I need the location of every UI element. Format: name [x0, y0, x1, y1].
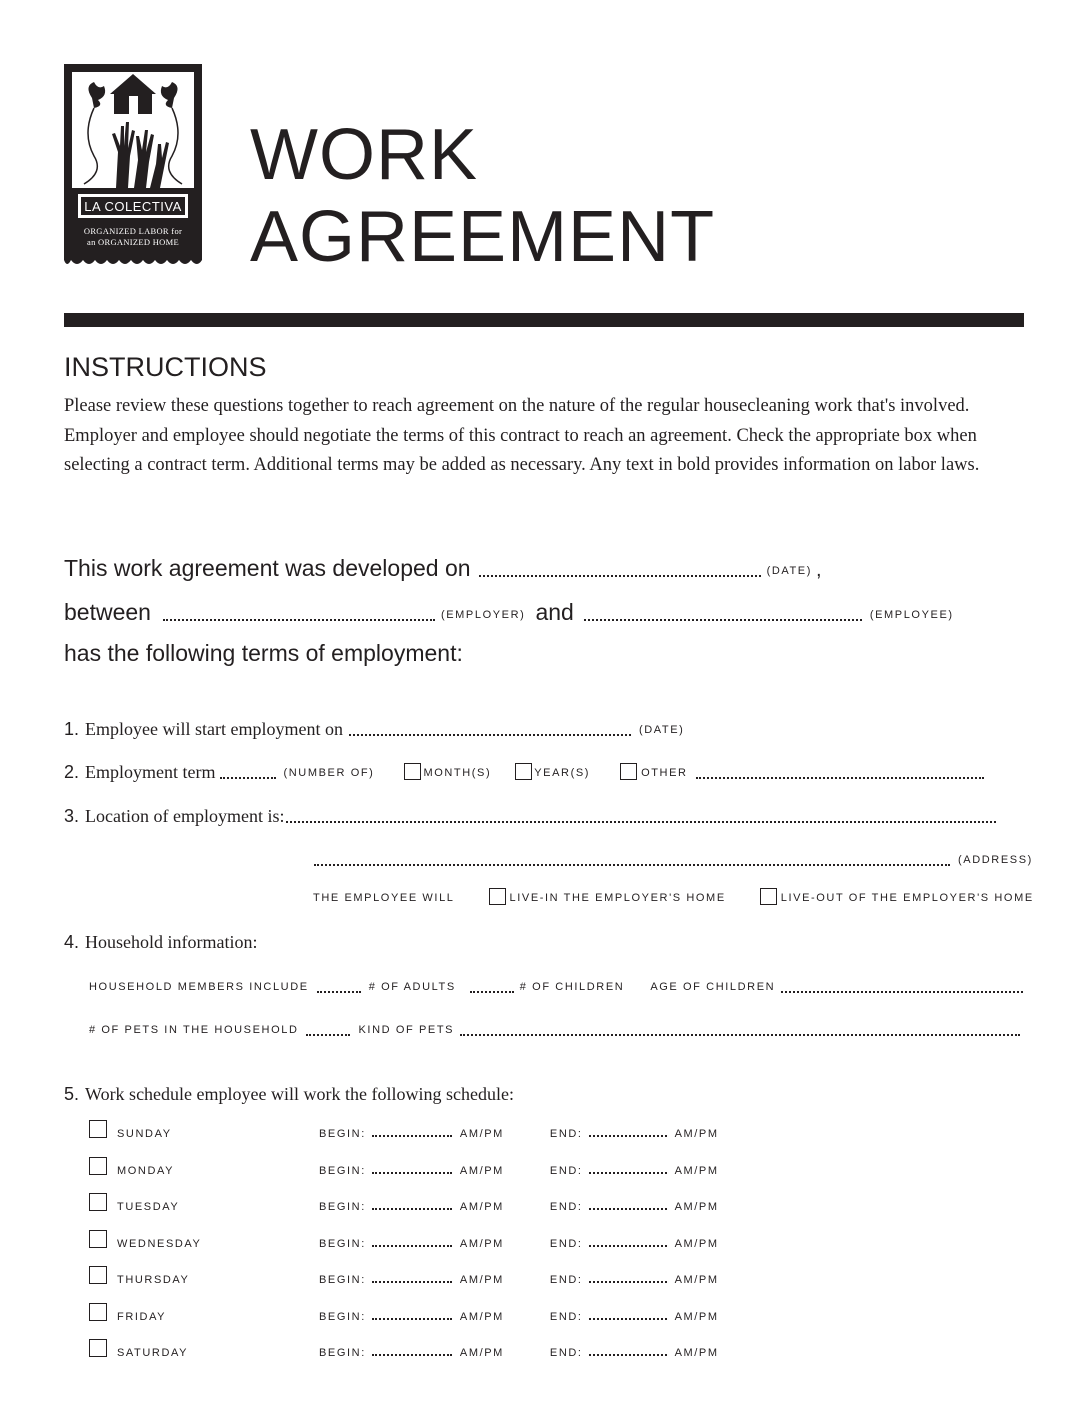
instructions-heading: INSTRUCTIONS	[64, 352, 267, 382]
pets-count-field[interactable]	[306, 1020, 350, 1036]
employer-field[interactable]	[163, 605, 435, 621]
kind-of-pets-label: KIND OF PETS	[358, 1024, 455, 1036]
comma: ,	[816, 559, 822, 581]
item-3	[64, 803, 996, 827]
begin-ampm-label: AM/PM	[459, 1311, 504, 1323]
children-label: # OF CHILDREN	[519, 981, 625, 993]
begin-label: BEGIN:	[319, 1274, 366, 1286]
item-4-text: Household information:	[85, 932, 258, 952]
begin-time-field[interactable]	[372, 1121, 452, 1137]
end-label: END:	[549, 1274, 583, 1286]
end-label: END:	[549, 1311, 583, 1323]
begin-time-field[interactable]	[372, 1304, 452, 1320]
end-time-field[interactable]	[589, 1158, 667, 1174]
item-2-number: 2.	[64, 762, 80, 782]
day-checkbox[interactable]	[89, 1230, 107, 1248]
end-ampm-label: AM/PM	[674, 1347, 719, 1359]
schedule-row	[117, 1303, 719, 1323]
employee-label: (EMPLOYEE)	[869, 609, 954, 621]
begin-label: BEGIN:	[319, 1238, 366, 1250]
start-date-field[interactable]	[349, 720, 631, 736]
children-count-field[interactable]	[470, 977, 514, 993]
pets-row	[89, 1018, 1020, 1040]
intro-line-2	[64, 594, 954, 626]
day-label: TUESDAY	[117, 1201, 180, 1213]
end-time-field[interactable]	[589, 1231, 667, 1247]
begin-ampm-label: AM/PM	[459, 1274, 504, 1286]
day-checkbox[interactable]	[89, 1157, 107, 1175]
end-ampm-label: AM/PM	[674, 1165, 719, 1177]
schedule-row	[117, 1193, 719, 1213]
adults-label: # OF ADULTS	[368, 981, 456, 993]
between-label: between	[64, 599, 151, 625]
schedule-row	[117, 1157, 719, 1177]
location-field[interactable]	[286, 807, 996, 823]
end-label: END:	[549, 1165, 583, 1177]
schedule-row	[117, 1120, 719, 1140]
begin-time-field[interactable]	[372, 1158, 452, 1174]
live-out-label: LIVE-OUT OF THE EMPLOYER'S HOME	[780, 892, 1034, 904]
begin-time-field[interactable]	[372, 1231, 452, 1247]
agreement-date-field[interactable]	[479, 561, 761, 577]
month-label: MONTH(S)	[423, 767, 492, 779]
day-label: THURSDAY	[117, 1274, 190, 1286]
other-checkbox[interactable]	[620, 763, 637, 780]
title-line-1: WORK	[250, 115, 478, 195]
household-members-label: HOUSEHOLD MEMBERS INCLUDE	[89, 981, 309, 993]
end-ampm-label: AM/PM	[674, 1274, 719, 1286]
item-2	[64, 759, 984, 783]
item-4	[64, 929, 258, 953]
pets-count-label: # OF PETS IN THE HOUSEHOLD	[89, 1024, 299, 1036]
end-label: END:	[549, 1201, 583, 1213]
item-2-text: Employment term	[85, 762, 216, 782]
end-label: END:	[549, 1238, 583, 1250]
begin-ampm-label: AM/PM	[459, 1201, 504, 1213]
adults-count-field[interactable]	[317, 977, 361, 993]
month-checkbox[interactable]	[404, 763, 421, 780]
day-checkbox[interactable]	[89, 1339, 107, 1357]
item-5-text: Work schedule employee will work the following schedule:	[85, 1084, 514, 1104]
other-term-field[interactable]	[696, 763, 984, 779]
schedule-row	[117, 1230, 719, 1250]
item-1-text: Employee will start employment on	[85, 719, 343, 739]
day-checkbox[interactable]	[89, 1303, 107, 1321]
household-members-row	[89, 975, 1023, 997]
begin-label: BEGIN:	[319, 1311, 366, 1323]
date-label: (DATE)	[766, 565, 813, 577]
day-label: MONDAY	[117, 1165, 175, 1177]
logo-tagline-2: an ORGANIZED HOME	[87, 237, 179, 247]
live-out-checkbox[interactable]	[760, 888, 777, 905]
address-line	[314, 846, 1033, 870]
live-in-label: LIVE-IN THE EMPLOYER'S HOME	[509, 892, 726, 904]
header-divider	[64, 313, 1024, 327]
end-ampm-label: AM/PM	[674, 1201, 719, 1213]
day-label: SUNDAY	[117, 1128, 172, 1140]
logo-name: LA COLECTIVA	[84, 199, 182, 214]
begin-time-field[interactable]	[372, 1267, 452, 1283]
day-checkbox[interactable]	[89, 1266, 107, 1284]
day-checkbox[interactable]	[89, 1120, 107, 1138]
item-1	[64, 716, 684, 740]
begin-label: BEGIN:	[319, 1201, 366, 1213]
begin-ampm-label: AM/PM	[459, 1165, 504, 1177]
address-label: (ADDRESS)	[958, 854, 1033, 866]
employee-field[interactable]	[584, 605, 862, 621]
end-ampm-label: AM/PM	[674, 1311, 719, 1323]
begin-label: BEGIN:	[319, 1128, 366, 1140]
age-of-children-label: AGE OF CHILDREN	[650, 981, 776, 993]
begin-label: BEGIN:	[319, 1165, 366, 1177]
end-time-field[interactable]	[589, 1121, 667, 1137]
children-age-field[interactable]	[781, 977, 1023, 993]
begin-ampm-label: AM/PM	[459, 1238, 504, 1250]
begin-ampm-label: AM/PM	[459, 1128, 504, 1140]
begin-time-field[interactable]	[372, 1340, 452, 1356]
other-label: OTHER	[641, 767, 688, 779]
day-label: FRIDAY	[117, 1311, 167, 1323]
instructions-body: Please review these questions together to reach agreement on the nature of the regular housecleaning work that's involved. Employer and employee should negotiate the terms of this contract to reach an agreement. Check the appropriate box when selecting a contract term. Additional terms may be added as necessary. Any text in bold provides information on labor laws.	[64, 396, 980, 475]
logo-tagline-1: ORGANIZED LABOR for	[83, 226, 183, 236]
intro-line-1	[64, 552, 822, 582]
pet-kind-field[interactable]	[460, 1020, 1020, 1036]
item-3-text: Location of employment is:	[85, 806, 285, 826]
address-field[interactable]	[314, 850, 950, 866]
item-4-number: 4.	[64, 932, 80, 952]
end-label: END:	[549, 1347, 583, 1359]
day-checkbox[interactable]	[89, 1193, 107, 1211]
employee-will-label: THE EMPLOYEE WILL	[313, 892, 455, 904]
employer-label: (EMPLOYER)	[440, 609, 526, 621]
day-label: WEDNESDAY	[117, 1238, 202, 1250]
item-5-number: 5.	[64, 1084, 80, 1104]
developed-on-label: This work agreement was developed on	[64, 555, 471, 581]
item-5	[64, 1081, 514, 1105]
live-in-checkbox[interactable]	[489, 888, 506, 905]
schedule-row	[117, 1266, 719, 1286]
item-1-number: 1.	[64, 719, 80, 739]
day-label: SATURDAY	[117, 1347, 189, 1359]
term-number-field[interactable]	[220, 763, 276, 779]
year-checkbox[interactable]	[515, 763, 532, 780]
end-time-field[interactable]	[589, 1304, 667, 1320]
end-time-field[interactable]	[589, 1340, 667, 1356]
title-line-2: AGREEMENT	[250, 197, 716, 277]
la-colectiva-logo	[64, 64, 202, 268]
item-1-date-label: (DATE)	[638, 724, 685, 736]
item-3-number: 3.	[64, 806, 80, 826]
live-options	[313, 884, 1034, 908]
year-label: YEAR(S)	[534, 767, 591, 779]
number-of-label: (NUMBER OF)	[283, 767, 375, 779]
begin-label: BEGIN:	[319, 1347, 366, 1359]
end-time-field[interactable]	[589, 1194, 667, 1210]
terms-label: has the following terms of employment:	[64, 640, 463, 666]
schedule-row	[117, 1339, 719, 1359]
end-time-field[interactable]	[589, 1267, 667, 1283]
begin-time-field[interactable]	[372, 1194, 452, 1210]
end-ampm-label: AM/PM	[674, 1128, 719, 1140]
end-label: END:	[549, 1128, 583, 1140]
and-label: and	[535, 599, 574, 625]
end-ampm-label: AM/PM	[674, 1238, 719, 1250]
begin-ampm-label: AM/PM	[459, 1347, 504, 1359]
